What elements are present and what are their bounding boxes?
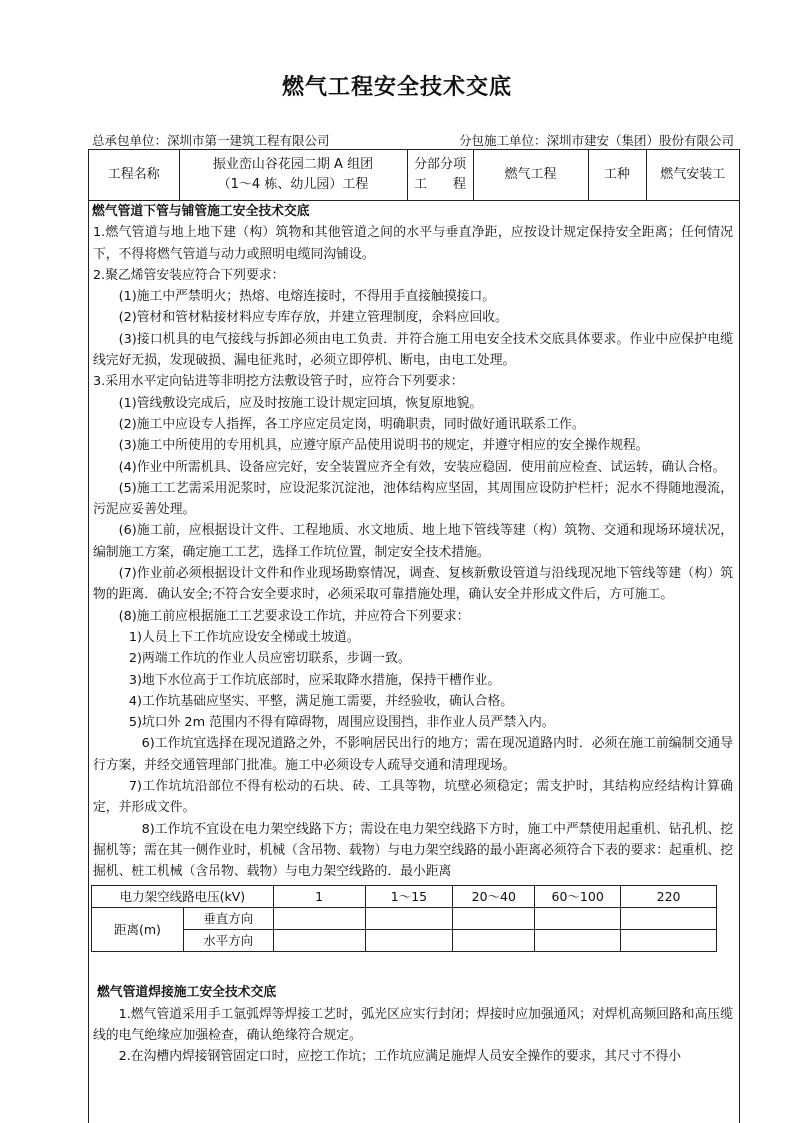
paragraph: 1)人员上下工作坑应设安全梯或土坡道。 (128, 629, 360, 645)
min-distance-table (91, 885, 717, 953)
distance-cell (273, 930, 365, 952)
distance-cell (453, 907, 535, 929)
paragraph: (8)施工前应根据施工工艺要求设工作坑，并应符合下列要求： (118, 608, 470, 624)
project-info-table (89, 150, 739, 201)
sub-project-label-line2: 工 程 (413, 177, 466, 192)
paragraph: 1.燃气管道采用手工氩弧焊等焊接工艺时，弧光区应实行封闭；焊接时应加强通风；对焊机高频回路和高压缆线的电气绝缘应加强检查，确认绝缘符合规定。 (93, 1006, 733, 1043)
distance-cell (535, 930, 621, 952)
voltage-cell: 1～15 (365, 885, 453, 907)
horizontal-label: 水平方向 (183, 930, 273, 952)
paragraph: (2)施工中应设专人指挥，各工序应定员定岗，明确职责，同时做好通讯联系工作。 (118, 416, 585, 432)
voltage-cell: 20～40 (453, 885, 535, 907)
project-name-label: 工程名称 (89, 150, 179, 201)
paragraph: (1)施工中严禁明火；热熔、电熔连接时，不得用手直接触摸接口。 (118, 289, 496, 305)
sub-project-label (407, 150, 473, 201)
section1-title: 燃气管道下管与铺管施工安全技术交底 (92, 204, 310, 219)
paragraph: (3)接口机具的电气接线与拆卸必须由电工负责．并符合施工用电安全技术交底具体要求。作业中应保护电缆线完好无损，发现破损、漏电征兆时，必须立即停机、断电，由电工处理。 (93, 331, 733, 369)
project-name-line1: 振业峦山谷花园二期 A 组团 (212, 157, 374, 172)
voltage-cell: 1 (273, 885, 365, 907)
voltage-cell: 60～100 (535, 885, 621, 907)
paragraph: 6)工作坑宜选择在现况道路之外，不影响居民出行的地方；需在现况道路内时．必须在施工前编制交通导行方案，并经交通管理部门批准。施工中必须设专人疏导交通和清理现场。 (93, 736, 733, 773)
paragraph: 4)工作坑基础应坚实、平整，满足施工需要，并经验收，确认合格。 (128, 693, 514, 709)
paragraph: 1.燃气管道与地上地下建（构）筑物和其他管道之间的水平与垂直净距，应按设计规定保持安全距离；任何情况下，不得将燃气管道与动力或照明电缆同沟铺设。 (93, 225, 733, 262)
distance-cell (273, 907, 365, 929)
paragraph: (7)作业前必须根据设计文件和作业现场勘察情况，调查、复核新敷设管道与沿线现况地下管线等建（构）筑物的距离．确认安全;不符合安全要求时，必须采取可靠措施处理，确认安全并形成文件后，方可施工。 (93, 566, 733, 603)
project-name-value (179, 150, 407, 201)
paragraph: (6)施工前，应根据设计文件、工程地质、水文地质、地上地下管线等建（构）筑物、交通和现场环境状况，编制施工方案，确定施工工艺，选择工作坑位置，制定安全技术措施。 (93, 523, 733, 560)
paragraph: 2.在沟槽内焊接钢管固定口时，应挖工作坑；工作坑应满足施焊人员安全操作的要求，其尺寸不得小 (118, 1049, 682, 1065)
contractor-line (92, 131, 734, 149)
paragraph: 7)工作坑坑沿部位不得有松动的石块、砖、工具等物，坑壁必须稳定；需支护时，其结构应经结构计算确定，并形成文件。 (93, 779, 733, 816)
general-contractor: 总承包单位：深圳市第一建筑工程有限公司 (92, 133, 330, 148)
paragraph: (5)施工工艺需采用泥浆时，应设泥浆沉淀池，池体结构应坚固，其周围应设防护栏杆；泥水不得随地漫流，污泥应妥善处理。 (93, 480, 733, 518)
distance-cell (365, 930, 453, 952)
paragraph: 3.采用水平定向钻进等非明挖方法敷设管子时，应符合下列要求： (93, 374, 464, 390)
disclosure-body (89, 201, 739, 1068)
trade-value: 燃气安装工 (646, 150, 739, 201)
paragraph: 5)坑口外 2m 范围内不得有障碍物，周围应设围挡，非作业人员严禁入内。 (128, 715, 555, 731)
distance-cell (453, 930, 535, 952)
distance-label: 距离(m) (92, 907, 184, 952)
disclosure-form (88, 149, 740, 1123)
paragraph: 8)工作坑不宜设在电力架空线路下方；需设在电力架空线路下方时，施工中严禁使用起重机、钻孔机、挖掘机等；需在其一侧作业时，机械（含吊物、载物）与电力架空线路的最小距离必须符合下表的要求：起重机、挖掘机、桩工机械（含吊物、载物）与电力架空线路的．最小距离 (93, 821, 733, 880)
paragraph: (2)管材和管材粘接材料应专库存放，并建立管理制度，余料应回收。 (118, 310, 508, 326)
paragraph: 2.聚乙烯管安装应符合下列要求： (93, 267, 285, 283)
paragraph: 2)两端工作坑的作业人员应密切联系，步调一致。 (128, 651, 411, 667)
sub-project-label-line1: 分部分项 (413, 157, 466, 172)
paragraph: (1)管线敷设完成后，应及时按施工设计规定回填，恢复原地貌。 (118, 395, 483, 411)
section-gap (89, 952, 739, 982)
distance-cell (535, 907, 621, 929)
distance-cell (365, 907, 453, 929)
voltage-label: 电力架空线路电压(kV) (92, 885, 274, 907)
distance-cell (621, 907, 717, 929)
section2-title: 燃气管道焊接施工安全技术交底 (97, 985, 277, 1001)
paragraph: (3)施工中所使用的专用机具，应遵守原产品使用说明书的规定，并遵守相应的安全操作规程。 (118, 438, 649, 454)
voltage-cell: 220 (621, 885, 717, 907)
subcontractor: 分包施工单位：深圳市建安（集团）股份有限公司 (458, 133, 734, 148)
paragraph: (4)作业中所需机具、设备应完好，安全装置应齐全有效，安装应稳固．使用前应检查、试运转，确认合格。 (118, 459, 726, 475)
project-name-line2: （1～4 栋、幼儿园）工程 (217, 177, 369, 192)
paragraph: 3)地下水位高于工作坑底部时，应采取降水措施，保持干槽作业。 (128, 672, 501, 688)
vertical-label: 垂直方向 (183, 907, 273, 929)
distance-cell (621, 930, 717, 952)
sub-project-value: 燃气工程 (473, 150, 588, 201)
document-title: 燃气工程安全技术交底 (281, 75, 512, 100)
trade-label: 工种 (588, 150, 646, 201)
